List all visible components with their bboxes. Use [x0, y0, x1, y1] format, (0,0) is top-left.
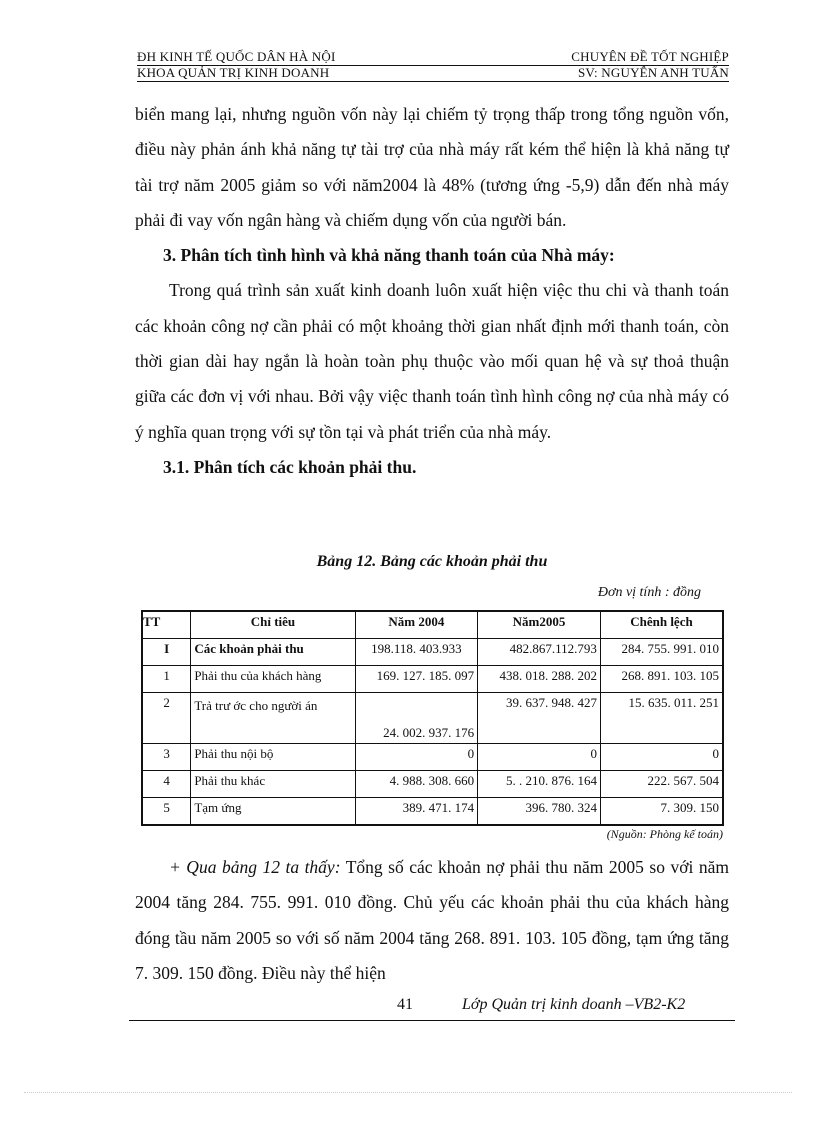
header-cell: Năm 2004 [355, 611, 478, 639]
table-cell: 0 [600, 744, 723, 771]
faculty-name: KHOA QUẢN TRỊ KINH DOANH [137, 65, 330, 80]
table-cell: Phải thu nội bộ [191, 744, 355, 771]
table-unit: Đơn vị tính : đồng [597, 585, 701, 600]
table-row [142, 798, 723, 826]
table-row [142, 666, 723, 693]
table-cell: Trả trư ớc cho người án [191, 693, 355, 744]
table-cell: 0 [355, 744, 478, 771]
table-cell: 389. 471. 174 [355, 798, 478, 826]
table-cell: 4. 988. 308. 660 [355, 771, 478, 798]
table-cell: 482.867.112.793 [478, 639, 601, 666]
table-cell: Tạm ứng [191, 798, 355, 826]
header-cell: Năm2005 [478, 611, 601, 639]
paragraph-1: biển mang lại, nhưng nguồn vốn này lại chiếm tỷ trọng thấp trong tổng nguồn vốn, điều này phản ánh khả năng tự tài trợ của nhà máy rất kém thể hiện là khả năng tự tài trợ năm 2005 giảm so với năm2004 là 48% (tương ứng -5,9) dẫn đến nhà máy phải đi vay vốn ngân hàng và chiếm dụng vốn của người bán. [135, 104, 729, 230]
table-cell: 3 [142, 744, 191, 771]
header-cell: Chênh lệch [600, 611, 723, 639]
paragraph-3 [135, 850, 729, 991]
table-caption: Bảng 12. Bảng các khoản phải thu [316, 553, 548, 570]
header-cell: TT [142, 611, 191, 639]
table-cell: 396. 780. 324 [478, 798, 601, 826]
table-cell: 198.118. 403.933 [355, 639, 478, 666]
class-label: Lớp Quản trị kinh doanh –VB2-K2 [462, 996, 686, 1013]
table-cell: 7. 309. 150 [600, 798, 723, 826]
table-cell: 1 [142, 666, 191, 693]
table-cell: 2 [142, 693, 191, 744]
table-cell: 169. 127. 185. 097 [355, 666, 478, 693]
table-header-row [142, 611, 723, 639]
table-cell: 284. 755. 991. 010 [600, 639, 723, 666]
page-bottom-edge [24, 1092, 792, 1093]
student-name: SV: NGUYỄN ANH TUẤN [577, 65, 729, 80]
header-divider-bottom [137, 81, 729, 82]
paragraph-2: Trong quá trình sản xuất kinh doanh luôn xuất hiện việc thu chi và thanh toán các khoản công nợ cần phải có một khoảng thời gian nhất định mới thanh toán, còn thời gian dài hay ngắn là hoàn toàn phụ thuộc vào mối quan hệ và sự thoả thuận giữa các đơn vị với nhau. Bởi vậy việc thanh toán tình hình công nợ của nhà máy có ý nghĩa quan trọng với sự tồn tại và phát triển của nhà máy. [135, 280, 729, 442]
university-name: ĐH KINH TẾ QUỐC DÂN HÀ NỘI [137, 49, 336, 64]
paragraph-3-body: Tổng số các khoản nợ phải thu năm 2005 so với năm 2004 tăng 284. 755. 991. 010 đồng. Chủ yếu các khoản phải thu của khách hàng đóng tầu năm 2005 so với số năm 2004 tăng 268. 891. 103. 105 đồng, tạm ứng tăng 7. 309. 150 đồng. Điều này thể hiện [135, 857, 729, 983]
table-cell: Phải thu khác [191, 771, 355, 798]
table-cell: 438. 018. 288. 202 [478, 666, 601, 693]
table-cell: Các khoản phải thu [191, 639, 355, 666]
document-type: CHUYÊN ĐỀ TỐT NGHIỆP [571, 49, 729, 64]
table-cell: Phải thu của khách hàng [191, 666, 355, 693]
receivables-table [141, 610, 724, 826]
table-row [142, 744, 723, 771]
section-heading-3: 3. Phân tích tình hình và khả năng thanh toán của Nhà máy: [163, 245, 615, 266]
table-cell: 222. 567. 504 [600, 771, 723, 798]
table-row [142, 771, 723, 798]
table-source: (Nguồn: Phòng kế toán) [606, 827, 723, 841]
header-divider-top [137, 65, 729, 66]
table-cell: 268. 891. 103. 105 [600, 666, 723, 693]
section-heading-3-1: 3.1. Phân tích các khoản phải thu. [163, 456, 417, 477]
footer-divider [129, 1020, 735, 1021]
table-cell: 0 [478, 744, 601, 771]
table-cell: 15. 635. 011. 251 [600, 693, 723, 744]
main-text [135, 97, 729, 485]
table-row [142, 639, 723, 666]
table-cell: I [142, 639, 191, 666]
header-cell: Chỉ tiêu [191, 611, 355, 639]
table-cell: 5 [142, 798, 191, 826]
table-cell: 39. 637. 948. 427 [478, 693, 601, 744]
table-cell: 4 [142, 771, 191, 798]
table-row [142, 693, 723, 744]
table-cell: 5. . 210. 876. 164 [478, 771, 601, 798]
table-cell: 24. 002. 937. 176 [355, 693, 478, 744]
main-text-continued [135, 850, 729, 991]
paragraph-3-lead: + Qua bảng 12 ta thấy: [169, 857, 341, 877]
page-number: 41 [397, 996, 413, 1013]
